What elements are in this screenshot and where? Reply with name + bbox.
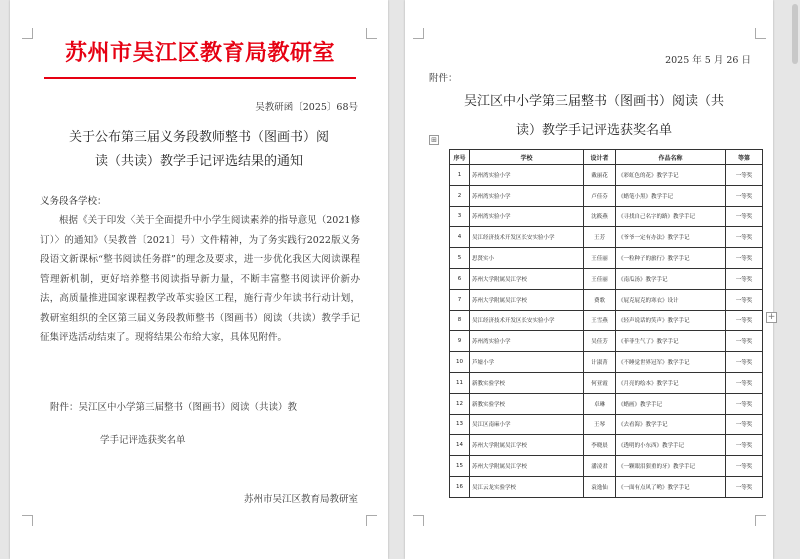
- column-header-school: 学校: [470, 150, 584, 165]
- vertical-scrollbar[interactable]: [790, 0, 800, 559]
- document-page-2: [405, 0, 776, 559]
- cell-work: 《一颗眼泪狠重的牙》教学手记: [616, 456, 726, 477]
- table-row: [450, 414, 763, 435]
- add-column-icon[interactable]: +: [767, 312, 776, 322]
- column-header-work: 作品名称: [616, 150, 726, 165]
- table-row: [450, 352, 763, 373]
- salutation: 义务段各学校：: [40, 196, 107, 207]
- table-row: [450, 185, 763, 206]
- cell-index: 2: [450, 185, 470, 206]
- cell-school: 苏州大学附属吴江学校: [470, 435, 584, 456]
- cell-school: 吴江经济技术开发区长安实验小学: [470, 310, 584, 331]
- table-row: [450, 476, 763, 497]
- table-row: [450, 435, 763, 456]
- cell-index: 6: [450, 268, 470, 289]
- cell-grade: 一等奖: [726, 248, 763, 269]
- cell-school: 思贤实小: [470, 248, 584, 269]
- notice-title-line1: 关于公布第三届义务段教师整书（图画书）阅: [68, 130, 329, 145]
- cell-school: 苏州湾实验小学: [470, 165, 584, 186]
- cell-work: 《彩虹色的花》教学手记: [616, 165, 726, 186]
- table-move-handle-icon[interactable]: ⊞: [429, 135, 439, 145]
- cell-index: 5: [450, 248, 470, 269]
- cell-designer: 吴佳芳: [584, 331, 616, 352]
- cell-designer: 袁逸仙: [584, 476, 616, 497]
- table-row: [450, 248, 763, 269]
- cell-grade: 一等奖: [726, 372, 763, 393]
- cell-grade: 一等奖: [726, 206, 763, 227]
- cell-index: 7: [450, 289, 470, 310]
- cell-work: 《去看海》教学手记: [616, 414, 726, 435]
- crop-mark: [22, 515, 33, 526]
- attachment-line-1: 附件：吴江区中小学第三届整书（图画书）阅读（共读）教: [50, 402, 298, 413]
- crop-mark: [755, 28, 766, 39]
- cell-grade: 一等奖: [726, 185, 763, 206]
- notice-title-line2: 读（共读）教学手记评选结果的通知: [94, 154, 303, 169]
- signature: 苏州市吴江区教育局教研室: [243, 494, 358, 505]
- cell-index: 15: [450, 456, 470, 477]
- notice-body: 根据《关于印发〈关于全面提升中小学生阅读素养的指导意见（2021修订）〉的通知》（吴教普〔2021〕号）文件精神，为了务实践行2022版义务段语文新课标“整书阅读任务群”的理念及要求，进一步优化我区大阅读课程管理新机制，更好培养整书阅读指导新力量，不断丰富整书阅读评价新办法，高质量推进国家课程教学改革实验区工程，施行青少年读书行动计划，教研室组织的全区第三届义务段教师整书（图画书）阅读（共读）教学手记征集评选活动结束了。现将结果公布给大家，具体见附件。: [40, 215, 360, 343]
- cell-designer: 王琴: [584, 414, 616, 435]
- crop-mark: [366, 515, 377, 526]
- crop-mark: [22, 28, 33, 39]
- cell-work: 《不睡觉世界冠军》教学手记: [616, 352, 726, 373]
- cell-work: 《轻声说话的笑声》教学手记: [616, 310, 726, 331]
- cell-designer: 潘凌君: [584, 456, 616, 477]
- cell-designer: 何亚霞: [584, 372, 616, 393]
- cell-school: 苏州大学附属吴江学校: [470, 268, 584, 289]
- column-header-index: 序号: [450, 150, 470, 165]
- cell-work: 《南瓜汤》教学手记: [616, 268, 726, 289]
- cell-work: 《透明的小东西》教学手记: [616, 435, 726, 456]
- cell-designer: 沈筱燕: [584, 206, 616, 227]
- crop-mark: [413, 28, 424, 39]
- cell-grade: 一等奖: [726, 414, 763, 435]
- cell-index: 12: [450, 393, 470, 414]
- cell-index: 3: [450, 206, 470, 227]
- table-row: [450, 289, 763, 310]
- table-row: [450, 393, 763, 414]
- table-row: [450, 331, 763, 352]
- cell-school: 吴江经济技术开发区长安实验小学: [470, 227, 584, 248]
- cell-school: 苏州大学附属吴江学校: [470, 289, 584, 310]
- table-row: [450, 165, 763, 186]
- cell-index: 9: [450, 331, 470, 352]
- document-number: 吴教研函〔2025〕68号: [255, 102, 358, 113]
- table-row: [450, 456, 763, 477]
- award-list-title: [429, 87, 759, 145]
- cell-designer: 戴丽花: [584, 165, 616, 186]
- cell-designer: 王佳丽: [584, 248, 616, 269]
- cell-designer: 卢佳芬: [584, 185, 616, 206]
- cell-grade: 一等奖: [726, 352, 763, 373]
- cell-work: 《一粒种子的旅行》教学手记: [616, 248, 726, 269]
- cell-grade: 一等奖: [726, 268, 763, 289]
- cell-grade: 一等奖: [726, 227, 763, 248]
- column-header-grade: 等第: [726, 150, 763, 165]
- notice-title: [38, 126, 360, 174]
- crop-mark: [366, 28, 377, 39]
- cell-index: 8: [450, 310, 470, 331]
- cell-school: 苏州湾实验小学: [470, 185, 584, 206]
- cell-designer: 卓琳: [584, 393, 616, 414]
- cell-grade: 一等奖: [726, 331, 763, 352]
- cell-designer: 李晓晨: [584, 435, 616, 456]
- award-list-title-line2: 读）教学手记评选获奖名单: [515, 123, 672, 138]
- letterhead-title: 苏州市吴江区教育局教研室: [64, 41, 335, 66]
- award-table: [449, 149, 763, 498]
- cell-work: 《爷爷一定有办法》教学手记: [616, 227, 726, 248]
- cell-index: 14: [450, 435, 470, 456]
- cell-index: 13: [450, 414, 470, 435]
- attachment-label: 附件：: [429, 73, 458, 84]
- cell-school: 苏州湾实验小学: [470, 331, 584, 352]
- cell-grade: 一等奖: [726, 393, 763, 414]
- cell-index: 4: [450, 227, 470, 248]
- award-table-header-row: [450, 150, 763, 165]
- cell-work: 《蜡画》教学手记: [616, 393, 726, 414]
- cell-grade: 一等奖: [726, 476, 763, 497]
- cell-designer: 王芳: [584, 227, 616, 248]
- cell-grade: 一等奖: [726, 310, 763, 331]
- cell-work: 《寻找自己名字的路》教学手记: [616, 206, 726, 227]
- cell-school: 新教实验学校: [470, 393, 584, 414]
- cell-index: 10: [450, 352, 470, 373]
- cell-designer: 费歌: [584, 289, 616, 310]
- cell-school: 苏州湾实验小学: [470, 206, 584, 227]
- cell-school: 新教实验学校: [470, 372, 584, 393]
- table-row: [450, 310, 763, 331]
- column-header-designer: 设计者: [584, 150, 616, 165]
- table-row: [450, 227, 763, 248]
- attachment-line-2: 学手记评选获奖名单: [100, 435, 186, 446]
- cell-school: 吴江区南麻小学: [470, 414, 584, 435]
- cell-designer: 计淑菁: [584, 352, 616, 373]
- cell-index: 1: [450, 165, 470, 186]
- cell-index: 16: [450, 476, 470, 497]
- cell-school: 苏州大学附属吴江学校: [470, 456, 584, 477]
- cell-grade: 一等奖: [726, 435, 763, 456]
- cell-grade: 一等奖: [726, 456, 763, 477]
- table-row: [450, 372, 763, 393]
- cell-work: 《屁克屁克的寒衣》设计: [616, 289, 726, 310]
- cell-work: 《蜡笔小黑》教学手记: [616, 185, 726, 206]
- cell-school: 吴江云龙实验学校: [470, 476, 584, 497]
- table-row: [450, 268, 763, 289]
- cell-school: 芦墟小学: [470, 352, 584, 373]
- cell-grade: 一等奖: [726, 165, 763, 186]
- cell-work: 《月亮的绘本》教学手记: [616, 372, 726, 393]
- scrollbar-thumb[interactable]: [792, 4, 798, 64]
- crop-mark: [755, 515, 766, 526]
- cell-designer: 王佳丽: [584, 268, 616, 289]
- document-date: 2025 年 5 月 26 日: [665, 55, 751, 66]
- cell-work: 《一面有点风了哟》教学手记: [616, 476, 726, 497]
- award-list-title-line1: 吴江区中小学第三届整书（图画书）阅读（共: [463, 94, 724, 109]
- cell-grade: 一等奖: [726, 289, 763, 310]
- letterhead-red-line: [44, 77, 356, 79]
- document-page-1: [10, 0, 388, 559]
- table-row: [450, 206, 763, 227]
- cell-index: 11: [450, 372, 470, 393]
- crop-mark: [413, 515, 424, 526]
- cell-designer: 王雪燕: [584, 310, 616, 331]
- cell-work: 《菲菲生气了》教学手记: [616, 331, 726, 352]
